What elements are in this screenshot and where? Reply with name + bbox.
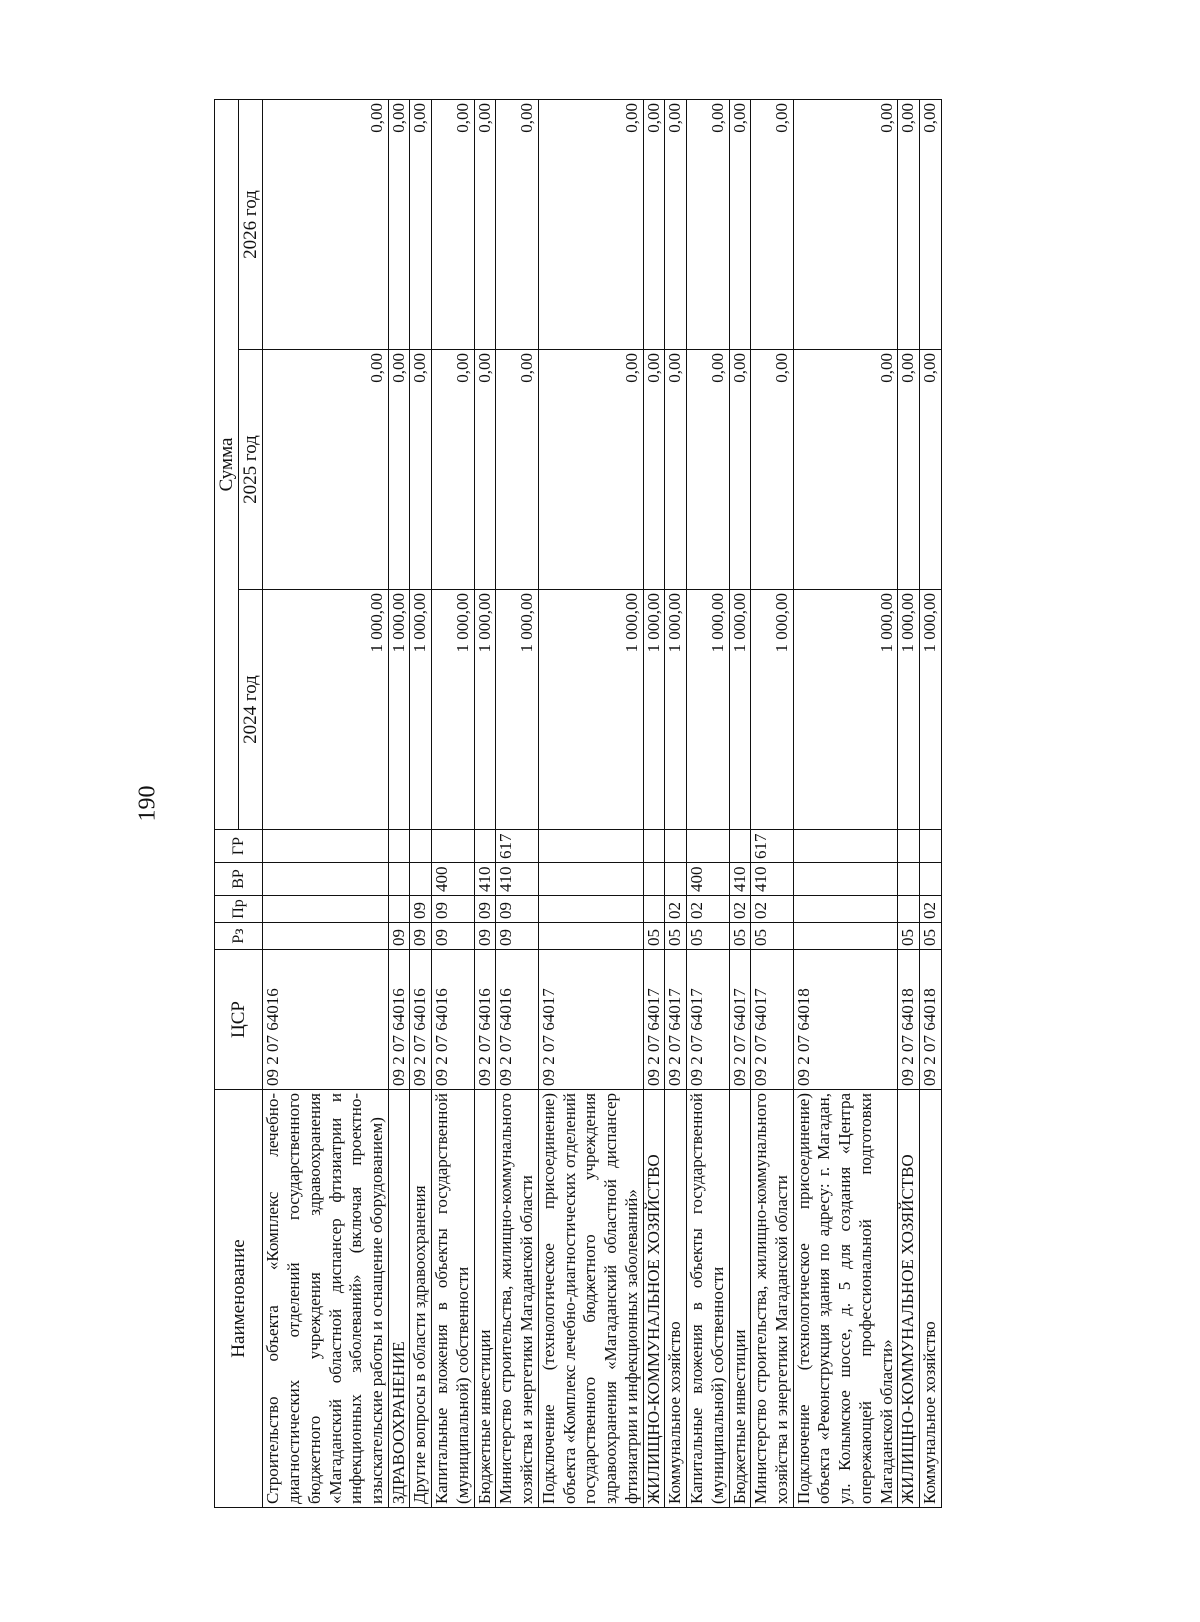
cell-pr: 02	[665, 896, 687, 923]
cell-2025: 0,00	[687, 350, 729, 590]
table-row	[538, 99, 643, 1507]
cell-gr	[643, 830, 665, 863]
header-name: Наименование	[215, 1090, 263, 1508]
table-row	[920, 99, 942, 1507]
cell-2025: 0,00	[729, 350, 751, 590]
cell-2024: 1 000,00	[920, 590, 942, 830]
cell-vr	[410, 863, 432, 896]
cell-2024: 1 000,00	[687, 590, 729, 830]
cell-rz: 05	[665, 923, 687, 950]
cell-pr	[898, 896, 920, 923]
cell-pr	[388, 896, 410, 923]
cell-csr: 09 2 07 64017	[538, 950, 643, 1090]
cell-2024: 1 000,00	[665, 590, 687, 830]
cell-vr: 410	[474, 863, 496, 896]
cell-pr: 02	[729, 896, 751, 923]
table-row	[751, 99, 793, 1507]
table-row	[729, 99, 751, 1507]
budget-table	[214, 99, 942, 1508]
cell-2025: 0,00	[538, 350, 643, 590]
cell-2024: 1 000,00	[432, 590, 474, 830]
cell-csr: 09 2 07 64017	[751, 950, 793, 1090]
cell-rz	[793, 923, 898, 950]
cell-csr: 09 2 07 64016	[410, 950, 432, 1090]
rotated-table-container	[214, 100, 1114, 1508]
table-row	[496, 99, 538, 1507]
cell-2024: 1 000,00	[793, 590, 898, 830]
cell-pr: 09	[474, 896, 496, 923]
cell-csr: 09 2 07 64016	[496, 950, 538, 1090]
cell-gr	[432, 830, 474, 863]
cell-gr: 617	[496, 830, 538, 863]
cell-csr: 09 2 07 64018	[920, 950, 942, 1090]
cell-2026: 0,00	[920, 99, 942, 349]
cell-2026: 0,00	[643, 99, 665, 349]
cell-2024: 1 000,00	[751, 590, 793, 830]
table-row	[793, 99, 898, 1507]
cell-csr: 09 2 07 64016	[263, 950, 388, 1090]
cell-name: Строительство объекта «Комплекс лечебно-диагностических отделений государственного бюджетного учреждения здравоохранения «Магаданский областной диспансер фтизиатрии и инфекционных заболеваний» (включая проектно-изыскательские работы и оснащение оборудованием)	[263, 1090, 388, 1508]
table-row	[643, 99, 665, 1507]
table-row	[898, 99, 920, 1507]
cell-name: ЖИЛИЩНО-КОММУНАЛЬНОЕ ХОЗЯЙСТВО	[898, 1090, 920, 1508]
cell-csr: 09 2 07 64017	[643, 950, 665, 1090]
cell-rz	[538, 923, 643, 950]
cell-csr: 09 2 07 64016	[474, 950, 496, 1090]
cell-gr	[474, 830, 496, 863]
cell-2025: 0,00	[793, 350, 898, 590]
cell-pr	[643, 896, 665, 923]
header-pr: Пр	[215, 896, 263, 923]
cell-vr	[538, 863, 643, 896]
header-gr: ГР	[215, 830, 263, 863]
cell-gr: 617	[751, 830, 793, 863]
table-row	[410, 99, 432, 1507]
cell-csr: 09 2 07 64017	[665, 950, 687, 1090]
cell-2024: 1 000,00	[410, 590, 432, 830]
cell-2024: 1 000,00	[263, 590, 388, 830]
cell-rz: 05	[687, 923, 729, 950]
cell-2025: 0,00	[665, 350, 687, 590]
cell-name: Коммунальное хозяйство	[920, 1090, 942, 1508]
cell-2026: 0,00	[665, 99, 687, 349]
cell-pr: 09	[432, 896, 474, 923]
cell-gr	[920, 830, 942, 863]
cell-name: Подключение (технологическое присоединение) объекта «Реконструкция здания по адресу: г. Магадан, ул. Колымское шоссе, д. 5 для создания «Центра опережающей профессиональной подготовки Магаданской области»	[793, 1090, 898, 1508]
cell-name: Подключение (технологическое присоединение) объекта «Комплекс лечебно-диагностических отделений государственного бюджетного учреждения здравоохранения «Магаданский областной диспансер фтизиатрии и инфекционных заболеваний»	[538, 1090, 643, 1508]
cell-pr	[538, 896, 643, 923]
cell-2025: 0,00	[474, 350, 496, 590]
cell-rz: 09	[432, 923, 474, 950]
header-row-1	[215, 99, 239, 1507]
cell-rz	[263, 923, 388, 950]
cell-2026: 0,00	[538, 99, 643, 349]
cell-vr: 410	[751, 863, 793, 896]
cell-2025: 0,00	[263, 350, 388, 590]
cell-pr: 02	[751, 896, 793, 923]
cell-2025: 0,00	[920, 350, 942, 590]
cell-2026: 0,00	[474, 99, 496, 349]
cell-csr: 09 2 07 64016	[432, 950, 474, 1090]
cell-2024: 1 000,00	[538, 590, 643, 830]
page-number: 190	[134, 785, 161, 822]
cell-2025: 0,00	[643, 350, 665, 590]
cell-gr	[793, 830, 898, 863]
cell-name: Бюджетные инвестиции	[729, 1090, 751, 1508]
table-row	[388, 99, 410, 1507]
cell-gr	[538, 830, 643, 863]
cell-rz: 09	[410, 923, 432, 950]
cell-csr: 09 2 07 64016	[388, 950, 410, 1090]
header-sum: Сумма	[215, 99, 239, 829]
cell-vr: 410	[496, 863, 538, 896]
cell-pr: 09	[496, 896, 538, 923]
cell-2025: 0,00	[898, 350, 920, 590]
cell-2025: 0,00	[432, 350, 474, 590]
cell-rz: 05	[643, 923, 665, 950]
cell-2026: 0,00	[263, 99, 388, 349]
cell-csr: 09 2 07 64017	[729, 950, 751, 1090]
cell-2024: 1 000,00	[474, 590, 496, 830]
cell-rz: 05	[920, 923, 942, 950]
cell-rz: 09	[496, 923, 538, 950]
cell-2025: 0,00	[496, 350, 538, 590]
cell-2024: 1 000,00	[496, 590, 538, 830]
table-row	[474, 99, 496, 1507]
table-row	[263, 99, 388, 1507]
cell-2026: 0,00	[751, 99, 793, 349]
cell-2026: 0,00	[388, 99, 410, 349]
cell-2026: 0,00	[410, 99, 432, 349]
cell-name: Министерство строительства, жилищно-коммунального хозяйства и энергетики Магаданской области	[751, 1090, 793, 1508]
cell-name: Бюджетные инвестиции	[474, 1090, 496, 1508]
cell-rz: 09	[474, 923, 496, 950]
cell-name: Министерство строительства, жилищно-коммунального хозяйства и энергетики Магаданской области	[496, 1090, 538, 1508]
cell-2026: 0,00	[496, 99, 538, 349]
header-2024: 2024 год	[239, 590, 263, 830]
cell-gr	[263, 830, 388, 863]
cell-2025: 0,00	[388, 350, 410, 590]
cell-vr	[388, 863, 410, 896]
cell-vr: 400	[432, 863, 474, 896]
cell-gr	[687, 830, 729, 863]
cell-rz: 05	[729, 923, 751, 950]
table-row	[432, 99, 474, 1507]
cell-2026: 0,00	[687, 99, 729, 349]
cell-2026: 0,00	[793, 99, 898, 349]
cell-pr: 09	[410, 896, 432, 923]
cell-name: Капитальные вложения в объекты государственной (муниципальной) собственности	[432, 1090, 474, 1508]
header-2026: 2026 год	[239, 99, 263, 349]
cell-name: Коммунальное хозяйство	[665, 1090, 687, 1508]
cell-gr	[898, 830, 920, 863]
cell-gr	[729, 830, 751, 863]
cell-gr	[388, 830, 410, 863]
cell-csr: 09 2 07 64018	[793, 950, 898, 1090]
cell-rz: 05	[898, 923, 920, 950]
cell-2024: 1 000,00	[643, 590, 665, 830]
cell-name: ЗДРАВООХРАНЕНИЕ	[388, 1090, 410, 1508]
cell-vr: 400	[687, 863, 729, 896]
cell-csr: 09 2 07 64017	[687, 950, 729, 1090]
cell-pr: 02	[687, 896, 729, 923]
cell-2026: 0,00	[432, 99, 474, 349]
header-csr: ЦСР	[215, 950, 263, 1090]
cell-pr	[263, 896, 388, 923]
cell-name: Капитальные вложения в объекты государственной (муниципальной) собственности	[687, 1090, 729, 1508]
cell-rz: 09	[388, 923, 410, 950]
table-row	[665, 99, 687, 1507]
cell-2025: 0,00	[410, 350, 432, 590]
cell-2024: 1 000,00	[898, 590, 920, 830]
cell-vr	[898, 863, 920, 896]
cell-gr	[665, 830, 687, 863]
cell-2024: 1 000,00	[729, 590, 751, 830]
cell-pr	[793, 896, 898, 923]
cell-2024: 1 000,00	[388, 590, 410, 830]
cell-vr	[793, 863, 898, 896]
cell-vr: 410	[729, 863, 751, 896]
cell-vr	[643, 863, 665, 896]
cell-pr: 02	[920, 896, 942, 923]
cell-vr	[665, 863, 687, 896]
table-body	[263, 99, 942, 1507]
cell-name: ЖИЛИЩНО-КОММУНАЛЬНОЕ ХОЗЯЙСТВО	[643, 1090, 665, 1508]
cell-csr: 09 2 07 64018	[898, 950, 920, 1090]
cell-2026: 0,00	[898, 99, 920, 349]
cell-name: Другие вопросы в области здравоохранения	[410, 1090, 432, 1508]
table-row	[687, 99, 729, 1507]
header-rz: Рз	[215, 923, 263, 950]
cell-rz: 05	[751, 923, 793, 950]
cell-2026: 0,00	[729, 99, 751, 349]
cell-vr	[263, 863, 388, 896]
cell-vr	[920, 863, 942, 896]
cell-gr	[410, 830, 432, 863]
header-vr: ВР	[215, 863, 263, 896]
cell-2025: 0,00	[751, 350, 793, 590]
header-2025: 2025 год	[239, 350, 263, 590]
